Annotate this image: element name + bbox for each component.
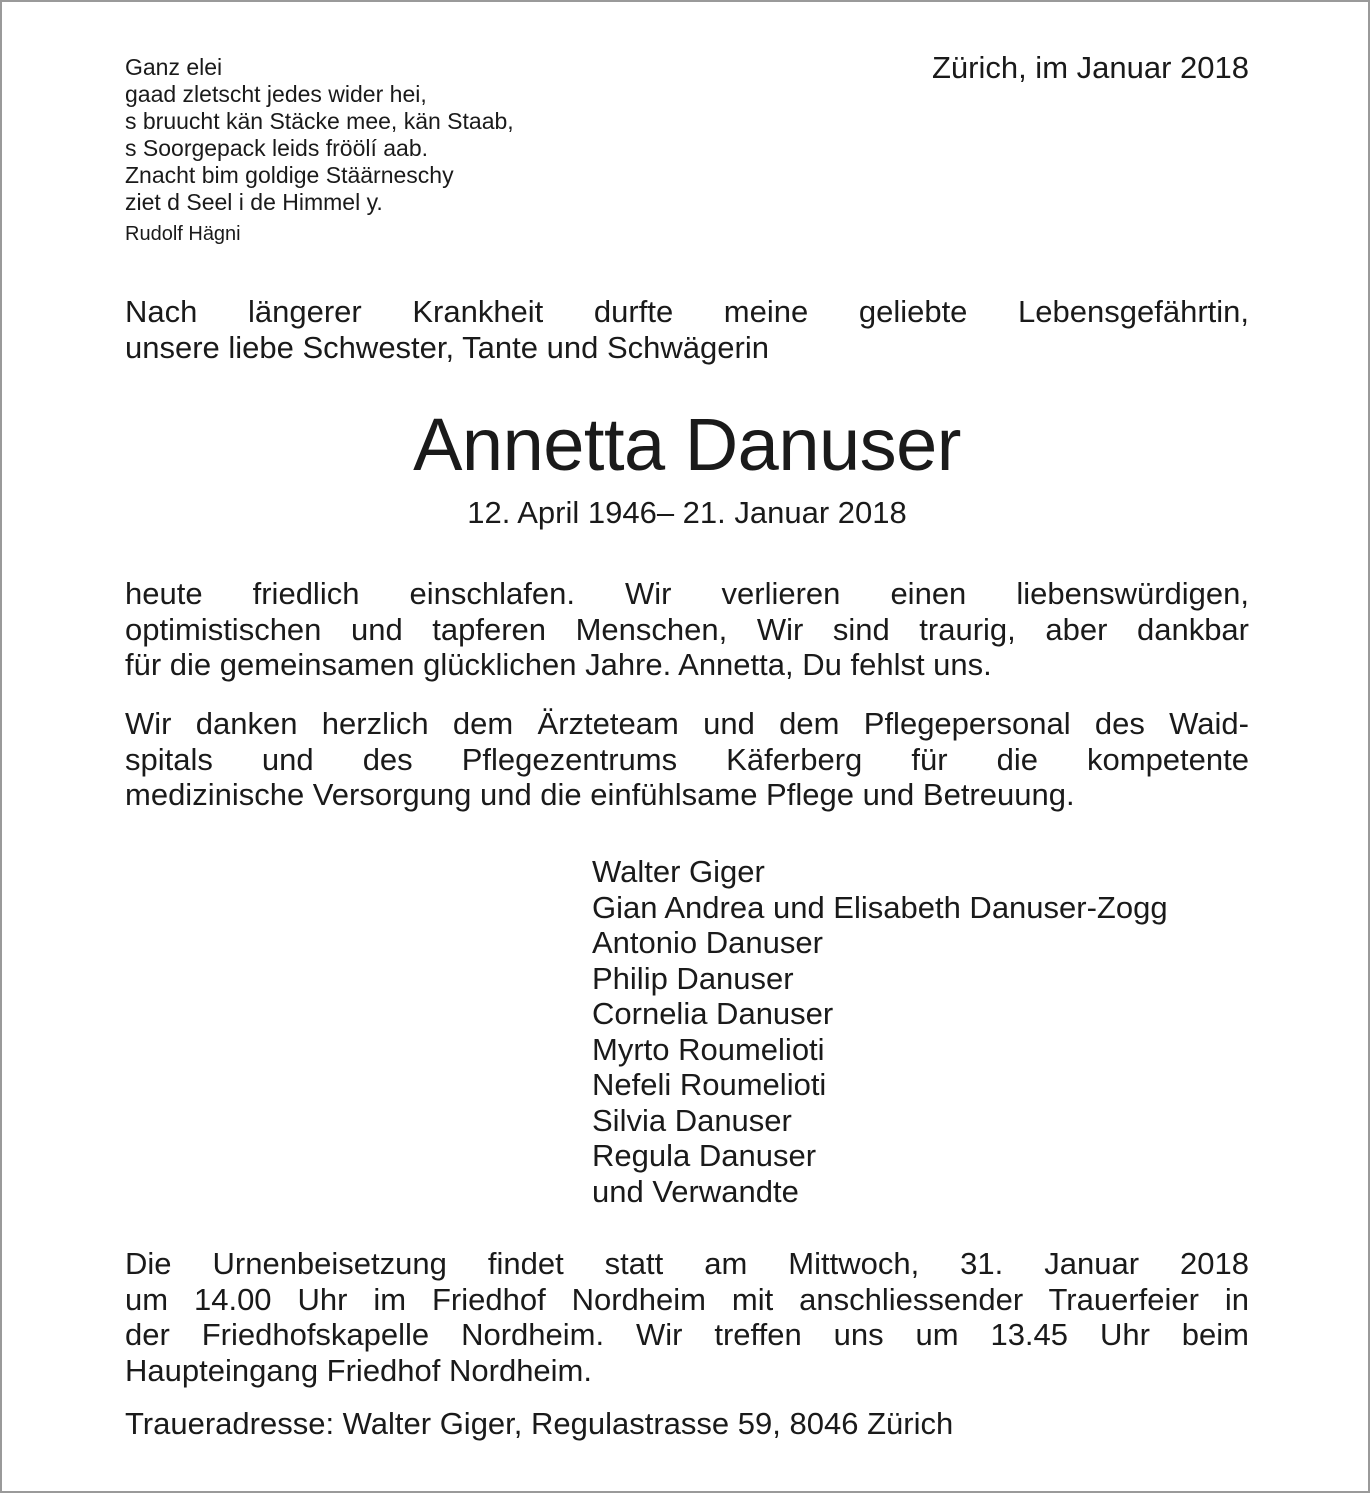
paragraph-line: für die gemeinsamen glücklichen Jahre. Annetta, Du fehlst uns. [125,647,992,682]
mourner-name: Philip Danuser [592,960,794,996]
poem-line: s Soorgepack leids fröölí aab. [125,135,429,161]
mourner-name: Myrto Roumelioti [592,1031,825,1067]
burial-paragraph [125,1246,1249,1388]
poem-line: Znacht bim goldige Stäärneschy [125,162,454,188]
paragraph-line: Haupteingang Friedhof Nordheim. [125,1352,592,1388]
poem-line: s bruucht kän Stäcke mee, kän Staab, [125,108,514,134]
paragraph-line: Wir danken herzlich dem Ärzteteam und dem Pflegepersonal des Waid- [125,706,1249,741]
place-date: Zürich, im Januar 2018 [931,50,1249,85]
paragraph-line: der Friedhofskapelle Nordheim. Wir treffen uns um 13.45 Uhr beim [125,1317,1249,1352]
poem-line: ziet d Seel i de Himmel y. [125,189,383,215]
poem-author: Rudolf Hägni [125,223,241,245]
intro-line: Nach längerer Krankheit durfte meine geliebte Lebensgefährtin, [125,294,1249,329]
intro-line: unsere liebe Schwester, Tante und Schwägerin [125,329,769,365]
paragraph-line: medizinische Versorgung und die einfühlsame Pflege und Betreuung. [125,777,1075,812]
paragraph-line: heute friedlich einschlafen. Wir verlieren einen liebenswürdigen, [125,576,1249,611]
paragraph-line: optimistischen und tapferen Menschen, Wir sind traurig, aber dankbar [125,611,1249,647]
mourner-name: Regula Danuser [592,1138,817,1173]
mourners-list [592,854,1168,1209]
farewell-paragraph [125,576,1249,683]
poem-line: gaad zletscht jedes wider hei, [125,81,427,107]
paragraph-line: spitals und des Pflegezentrums Käferberg für die kompetente [125,741,1249,777]
deceased-name: Annetta Danuser [413,403,961,486]
life-dates: 12. April 1946– 21. Januar 2018 [467,495,907,530]
mourner-name: Silvia Danuser [592,1102,792,1138]
mourner-name: Gian Andrea und Elisabeth Danuser-Zogg [592,889,1168,925]
mourner-name: Cornelia Danuser [592,996,834,1031]
mourner-name: Antonio Danuser [592,925,823,960]
thanks-paragraph [125,706,1249,813]
mourning-address: Traueradresse: Walter Giger, Regulastrasse 59, 8046 Zürich [125,1406,954,1441]
paragraph-line: Die Urnenbeisetzung findet statt am Mittwoch, 31. Januar 2018 [125,1246,1249,1281]
mourner-name: und Verwandte [592,1173,799,1209]
poem-line: Ganz elei [125,54,223,80]
intro-paragraph [125,294,1249,365]
paragraph-line: um 14.00 Uhr im Friedhof Nordheim mit anschliessender Trauerfeier in [125,1281,1249,1317]
mourner-name: Walter Giger [592,854,765,889]
mourner-name: Nefeli Roumelioti [592,1067,827,1102]
poem-block [125,54,725,246]
